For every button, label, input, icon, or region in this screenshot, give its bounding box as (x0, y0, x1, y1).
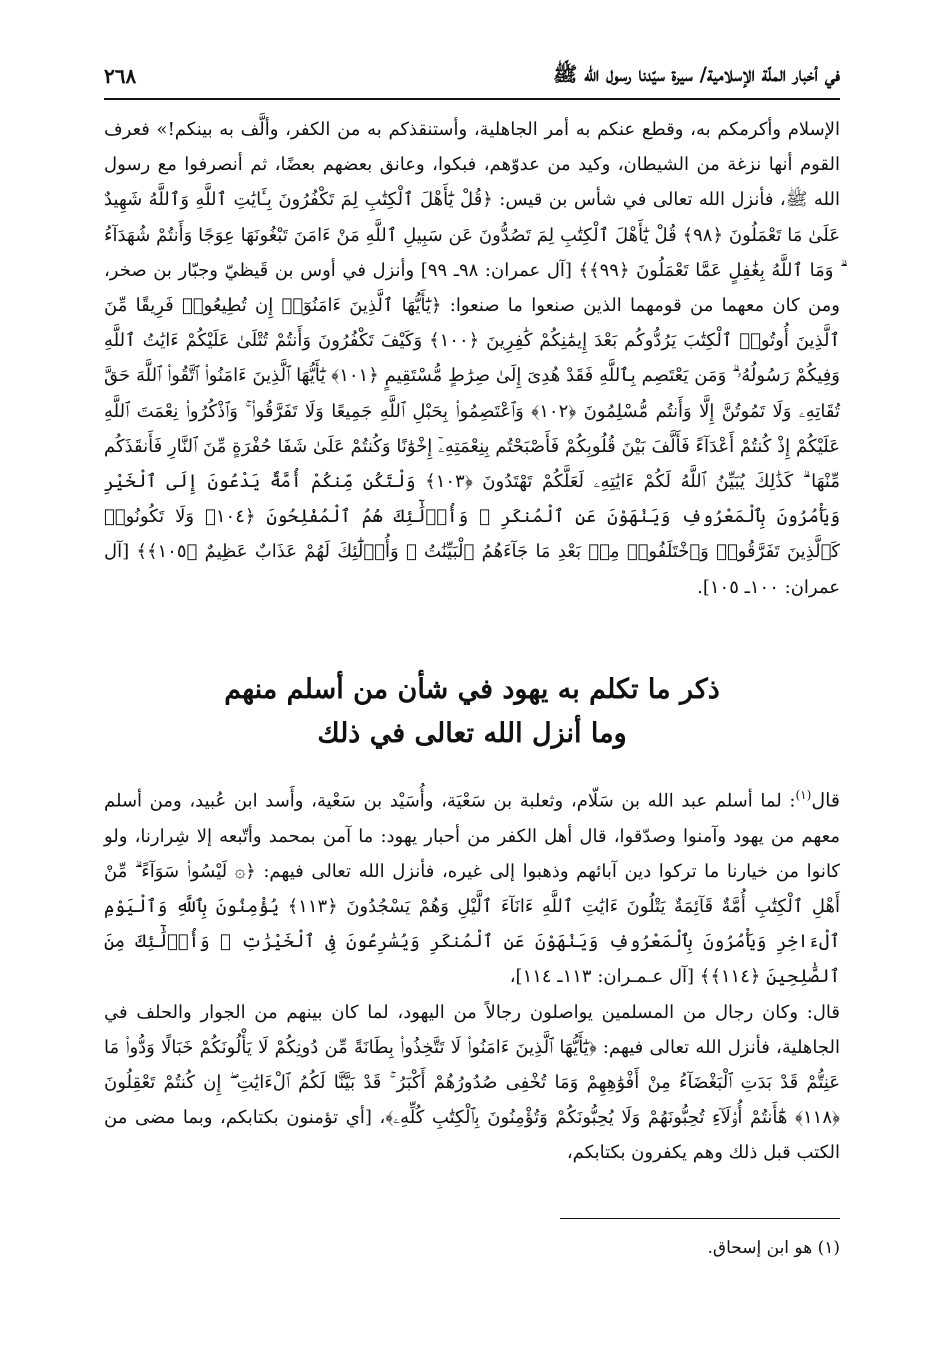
section-text-block (104, 778, 840, 1171)
footnote-mark: (١) (795, 788, 812, 802)
paragraph-section-1 (104, 778, 840, 995)
section-heading (104, 668, 840, 756)
page-header (104, 58, 840, 94)
paragraph-top: الإسلام وأكرمكم به، وقطع عنكم به أمر الجاهلية، وأستنقذكم به من الكفر، وألَّف به بينكم!» فعرف القوم أنها نزغة من الشيطان، وكيد من عدوّهم، فبكوا، وعانق بعضهم بعضًا، ثم أنصرفوا مع رسول الله ﷺ، فأنزل الله تعالى في شأس بن قيس: ﴿قُلْ يَٰٓأَهْلَ ٱلْكِتَٰبِ لِمَ تَكْفُرُونَ بِـَٔايَٰتِ ٱللَّهِ وَٱللَّهُ شَهِيدٌ عَلَىٰ مَا تَعْمَلُونَ ﴿٩٨﴾ قُلْ يَٰٓأَهْلَ ٱلْكِتَٰبِ لِمَ تَصُدُّونَ عَن سَبِيلِ ٱللَّهِ مَنْ ءَامَنَ تَبْغُونَهَا عِوَجًا وَأَنتُمْ شُهَدَآءُ ۗ وَمَا ٱللَّهُ بِغَٰفِلٍ عَمَّا تَعْمَلُونَ ﴿٩٩﴾﴾ [آل عمران: ٩٨ـ ٩٩] وأنزل في أوس بن قَيظيّ وجبّار بن صخر، ومن كان معهما من قومهما الذين صنعوا ما صنعوا: ﴿يَٰٓأَيُّهَا ٱلَّذِينَ ءَامَنُوٓا۟ إِن تُطِيعُوا۟ فَرِيقًا مِّنَ ٱلَّذِينَ أُوتُوا۟ ٱلْكِتَٰبَ يَرُدُّوكُم بَعْدَ إِيمَٰنِكُمْ كَٰفِرِينَ ﴿١٠٠﴾ وَكَيْفَ تَكْفُرُونَ وَأَنتُمْ تُتْلَىٰ عَلَيْكُمْ ءَايَٰتُ ٱللَّهِ وَفِيكُمْ رَسُولُهُۥ ۗ وَمَن يَعْتَصِم بِٱللَّهِ فَقَدْ هُدِىَ إِلَىٰ صِرَٰطٍ مُّسْتَقِيمٍ ﴿١٠١﴾ يَٰٓأَيُّهَا ٱلَّذِينَ ءَامَنُوا۟ ٱتَّقُوا۟ ٱللَّهَ حَقَّ تُقَاتِهِۦ وَلَا تَمُوتُنَّ إِلَّا وَأَنتُم مُّسْلِمُونَ ﴿١٠٢﴾ وَٱعْتَصِمُوا۟ بِحَبْلِ ٱللَّهِ جَمِيعًا وَلَا تَفَرَّقُوا۟ ۚ وَٱذْكُرُوا۟ نِعْمَتَ ٱللَّهِ عَلَيْكُمْ إِذْ كُنتُمْ أَعْدَآءً فَأَلَّفَ بَيْنَ قُلُوبِكُمْ فَأَصْبَحْتُم بِنِعْمَتِهِۦٓ إِخْوَٰنًا وَكُنتُمْ عَلَىٰ شَفَا حُفْرَةٍ مِّنَ ٱلنَّارِ فَأَنقَذَكُم مِّنْهَا ۗ كَذَٰلِكَ يُبَيِّنُ ٱللَّهُ لَكُمْ ءَايَٰتِهِۦ لَعَلَّكُمْ تَهْتَدُونَ ﴿١٠٣﴾ وَلْتَكُن مِّنكُمْ أُمَّةٌ يَدْعُونَ إِلَى ٱلْخَيْرِ وَيَأْمُرُونَ بِٱلْمَعْرُوفِ وَيَنْهَوْنَ عَنِ ٱلْمُنكَرِ ۚ وَأُو۟لَٰٓئِكَ هُمُ ٱلْمُفْلِحُونَ ﴿١٠٤﴾ وَلَا تَكُونُوا۟ كَٱلَّذِينَ تَفَرَّقُوا۟ وَٱخْتَلَفُوا۟ مِنۢ بَعْدِ مَا جَآءَهُمُ ٱلْبَيِّنَٰتُ ۚ وَأُو۟لَٰٓئِكَ لَهُمْ عَذَابٌ عَظِيمٌ ﴿١٠٥﴾﴾ [آل عمران: ١٠٠ـ ١٠٥]. (104, 119, 841, 598)
footnote: (١) هو ابن إسحاق. (707, 1238, 840, 1258)
paragraph-section-2: قال: وكان رجال من المسلمين يواصلون رجالاً من اليهود، لما كان بينهم من الجوار والحلف في الجاهلية، فأنزل الله تعالى فيهم: ﴿يَٰٓأَيُّهَا ٱلَّذِينَ ءَامَنُوا۟ لَا تَتَّخِذُوا۟ بِطَانَةً مِّن دُونِكُمْ لَا يَأْلُونَكُمْ خَبَالًا وَدُّوا۟ مَا عَنِتُّمْ قَدْ بَدَتِ ٱلْبَغْضَآءُ مِنْ أَفْوَٰهِهِمْ وَمَا تُخْفِى صُدُورُهُمْ أَكْبَرُ ۚ قَدْ بَيَّنَّا لَكُمُ ٱلْءَايَٰتِ ۖ إِن كُنتُمْ تَعْقِلُونَ ﴿١١٨﴾ هَٰٓأَنتُمْ أُو۟لَآءِ تُحِبُّونَهُمْ وَلَا يُحِبُّونَكُمْ وَتُؤْمِنُونَ بِٱلْكِتَٰبِ كُلِّهِۦ﴾، [أي تؤمنون بكتابكم، وبما مضى من الكتب قبل ذلك وهم يكفرون بكتابكم، (104, 1001, 840, 1164)
top-text-block (104, 112, 840, 605)
running-title: في أخبار الملّة الإسلامية/ سيرة سيّدنا رسول الله ﷺ (553, 61, 840, 86)
header-rule (104, 98, 840, 100)
page-number: ٢٦٨ (104, 64, 137, 88)
heading-line-2: وما أنزل الله تعالى في ذلك (317, 718, 627, 749)
section-lead: قال (811, 789, 840, 812)
section-para-1-text: : لما أسلم عبد الله بن سَلّام، وثعلبة بن سَعْيَة، وأُسَيْد بن سَعْية، وأَسد ابن عُبيد، ومن أسلم معهم من يهود وآمنوا وصدّقوا، قال أهل الكفر من أحبار يهود: ما آمن بمحمد وأتّبعه إلا شِرارنا، ولو كانوا من خيارنا ما تركوا دين آبائهم وذهبوا إلى غيره، فأنزل الله تعالى فيهم: ﴿۞ لَيْسُوا۟ سَوَآءً ۗ مِّنْ أَهْلِ ٱلْكِتَٰبِ أُمَّةٌ قَآئِمَةٌ يَتْلُونَ ءَايَٰتِ ٱللَّهِ ءَانَآءَ ٱلَّيْلِ وَهُمْ يَسْجُدُونَ ﴿١١٣﴾ يُؤْمِنُونَ بِٱللَّهِ وَٱلْيَوْمِ ٱلْءَاخِرِ وَيَأْمُرُونَ بِٱلْمَعْرُوفِ وَيَنْهَوْنَ عَنِ ٱلْمُنكَرِ وَيُسَٰرِعُونَ فِى ٱلْخَيْرَٰتِ ۖ وَأُو۟لَٰٓئِكَ مِنَ ٱلصَّٰلِحِينَ ﴿١١٤﴾﴾ [آل عـمـران: ١١٣ـ ١١٤]، (104, 790, 840, 988)
footnote-rule (560, 1218, 840, 1219)
heading-line-1: ذكر ما تكلم به يهود في شأن من أسلم منهم (224, 674, 720, 705)
